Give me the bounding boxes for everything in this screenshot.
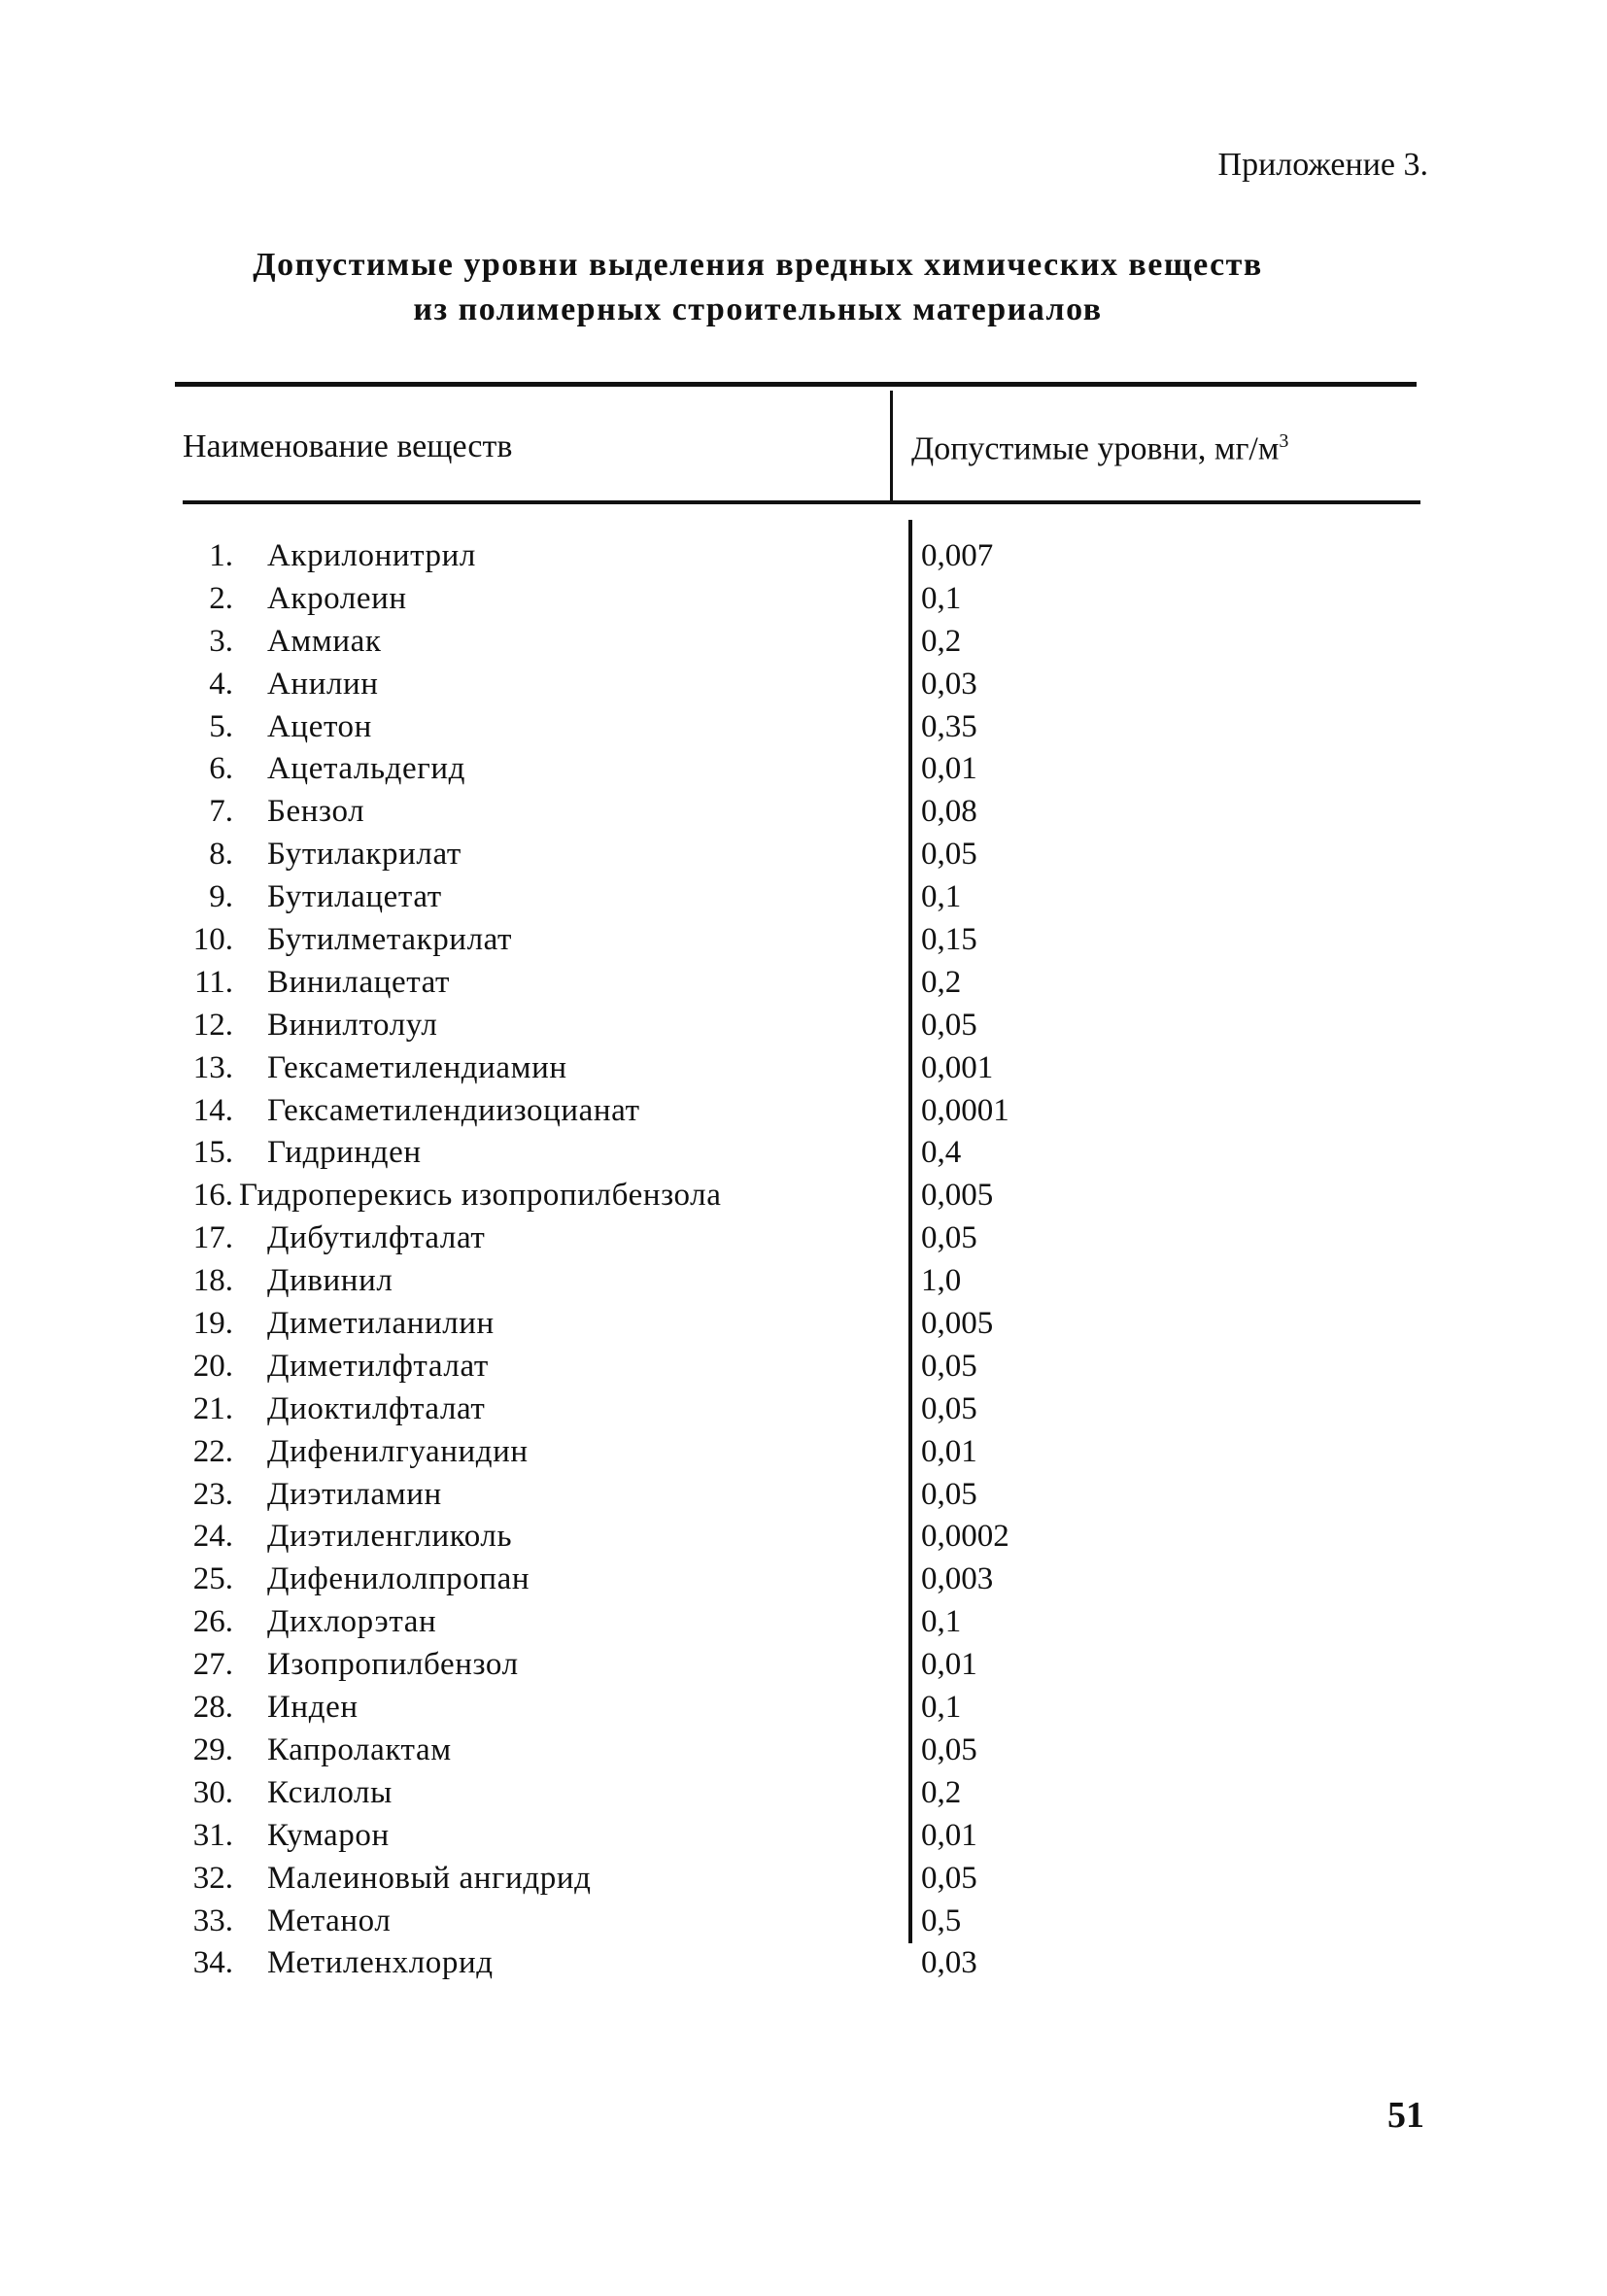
column-header-level-text: Допустимые уровни, мг/м [911, 430, 1280, 467]
row-number: 22. [192, 1433, 233, 1469]
row-number: 21. [192, 1390, 233, 1426]
permissible-level: 0,05 [921, 837, 977, 873]
substance-name: Гексаметилендиизоцианат [267, 1092, 640, 1128]
permissible-level: 0,05 [921, 1007, 977, 1043]
permissible-level: 0,15 [921, 922, 977, 958]
substance-name: Диоктилфталат [267, 1390, 486, 1426]
substance-name: Бензол [267, 794, 365, 830]
row-number: 26. [192, 1604, 233, 1640]
row-number: 29. [192, 1731, 233, 1767]
permissible-level: 0,4 [921, 1135, 962, 1171]
permissible-level: 0,05 [921, 1220, 977, 1256]
row-number: 24. [192, 1519, 233, 1555]
table-row [0, 534, 1607, 577]
table-row [0, 1430, 1607, 1473]
permissible-level: 0,1 [921, 580, 962, 616]
row-number: 23. [192, 1476, 233, 1512]
table-row [0, 620, 1607, 663]
substance-name: Малеиновый ангидрид [267, 1860, 592, 1896]
substance-name: Гидроперекись изопропилбензола [239, 1178, 722, 1214]
row-number: 32. [192, 1860, 233, 1896]
table-row [0, 1814, 1607, 1857]
row-number: 10. [192, 922, 233, 958]
substance-name: Ацетальдегид [267, 751, 466, 787]
row-number: 19. [192, 1306, 233, 1342]
permissible-level: 0,03 [921, 666, 977, 702]
substance-name: Дибутилфталат [267, 1220, 486, 1256]
table-row [0, 1345, 1607, 1388]
row-number: 34. [192, 1945, 233, 1981]
permissible-level: 0,03 [921, 1945, 977, 1981]
substance-name: Диметиланилин [267, 1306, 495, 1342]
substance-name: Ацетон [267, 708, 372, 744]
column-header-level [911, 422, 1288, 468]
table-row [0, 918, 1607, 961]
substance-name: Бутилакрилат [267, 837, 462, 873]
substance-name: Кумарон [267, 1817, 390, 1853]
permissible-level: 0,01 [921, 1433, 977, 1469]
row-number: 20. [192, 1348, 233, 1384]
row-number: 17. [192, 1220, 233, 1256]
row-number: 7. [209, 794, 233, 830]
row-number: 12. [192, 1007, 233, 1043]
substance-name: Бутилацетат [267, 879, 442, 915]
title-line-2: из полимерных строительных материалов [413, 291, 1103, 327]
substance-name: Акролеин [267, 580, 407, 616]
substance-name: Аммиак [267, 623, 382, 659]
substance-name: Анилин [267, 666, 379, 702]
permissible-level: 0,1 [921, 1604, 962, 1640]
substance-name: Диэтиламин [267, 1476, 442, 1512]
permissible-level: 0,05 [921, 1476, 977, 1512]
table-row [0, 1900, 1607, 1942]
row-number: 25. [192, 1561, 233, 1597]
table-row [0, 875, 1607, 918]
row-number: 6. [209, 751, 233, 787]
permissible-level: 0,01 [921, 1647, 977, 1683]
permissible-level: 0,35 [921, 708, 977, 744]
permissible-level: 0,0001 [921, 1092, 1009, 1128]
header-column-divider [890, 391, 893, 501]
table-row [0, 705, 1607, 748]
row-number: 30. [192, 1774, 233, 1810]
permissible-level: 0,005 [921, 1178, 994, 1214]
substance-name: Винилацетат [267, 964, 451, 1000]
table-row [0, 1857, 1607, 1900]
table-row [0, 577, 1607, 620]
row-number: 18. [192, 1263, 233, 1299]
column-header-substance: Наименование веществ [183, 428, 513, 464]
table-row [0, 1302, 1607, 1345]
substance-name: Гидринден [267, 1135, 422, 1171]
document-title [175, 243, 1341, 332]
substance-name: Дивинил [267, 1263, 393, 1299]
table-row [0, 1388, 1607, 1430]
permissible-level: 0,007 [921, 538, 994, 573]
row-number: 14. [192, 1092, 233, 1128]
page-number: 51 [1387, 2095, 1424, 2136]
substance-name: Акрилонитрил [267, 538, 476, 573]
substance-name: Гексаметилендиамин [267, 1049, 567, 1085]
substance-name: Диэтиленгликоль [267, 1519, 513, 1555]
row-number: 13. [192, 1049, 233, 1085]
permissible-level: 0,05 [921, 1731, 977, 1767]
substance-table-body [0, 534, 1607, 1984]
table-row [0, 1259, 1607, 1302]
permissible-level: 0,001 [921, 1049, 994, 1085]
substance-name: Бутилметакрилат [267, 922, 513, 958]
permissible-level: 0,2 [921, 623, 962, 659]
table-row [0, 1131, 1607, 1174]
table-row [0, 1046, 1607, 1089]
substance-name: Винилтолул [267, 1007, 438, 1043]
table-row [0, 1515, 1607, 1558]
table-row [0, 1686, 1607, 1729]
table-row [0, 663, 1607, 705]
table-row [0, 1643, 1607, 1686]
permissible-level: 0,01 [921, 751, 977, 787]
row-number: 31. [192, 1817, 233, 1853]
row-number: 15. [192, 1135, 233, 1171]
table-row [0, 1217, 1607, 1259]
row-number: 8. [209, 837, 233, 873]
substance-name: Ксилолы [267, 1774, 393, 1810]
row-number: 27. [192, 1647, 233, 1683]
row-number: 4. [209, 666, 233, 702]
table-row [0, 833, 1607, 875]
table-row [0, 1729, 1607, 1771]
row-number: 11. [193, 964, 233, 1000]
substance-name: Диметилфталат [267, 1348, 489, 1384]
table-row [0, 1004, 1607, 1046]
appendix-label: Приложение 3. [1217, 147, 1428, 183]
row-number: 28. [192, 1690, 233, 1726]
permissible-level: 0,08 [921, 794, 977, 830]
substance-name: Изопропилбензол [267, 1647, 519, 1683]
table-row [0, 1941, 1607, 1984]
table-row [0, 1473, 1607, 1516]
table-row [0, 961, 1607, 1004]
row-number: 16. [192, 1178, 233, 1214]
permissible-level: 0,05 [921, 1348, 977, 1384]
permissible-level: 0,2 [921, 1774, 962, 1810]
permissible-level: 1,0 [921, 1263, 962, 1299]
permissible-level: 0,05 [921, 1860, 977, 1896]
table-row [0, 1558, 1607, 1600]
permissible-level: 0,1 [921, 879, 962, 915]
table-row [0, 1771, 1607, 1814]
title-line-1: Допустимые уровни выделения вредных химических веществ [253, 247, 1263, 283]
permissible-level: 0,05 [921, 1390, 977, 1426]
row-number: 5. [209, 708, 233, 744]
substance-name: Дифенилолпропан [267, 1561, 530, 1597]
row-number: 1. [209, 538, 233, 573]
row-number: 3. [209, 623, 233, 659]
table-header-rule [183, 500, 1420, 504]
row-number: 9. [209, 879, 233, 915]
permissible-level: 0,003 [921, 1561, 994, 1597]
substance-name: Инден [267, 1690, 359, 1726]
table-top-rule [175, 382, 1417, 387]
permissible-level: 0,01 [921, 1817, 977, 1853]
substance-name: Дифенилгуанидин [267, 1433, 529, 1469]
row-number: 2. [209, 580, 233, 616]
table-row [0, 1600, 1607, 1643]
table-row [0, 747, 1607, 790]
permissible-level: 0,5 [921, 1902, 962, 1938]
substance-name: Дихлорэтан [267, 1604, 437, 1640]
unit-superscript: 3 [1279, 430, 1289, 452]
table-row [0, 1089, 1607, 1132]
table-row [0, 790, 1607, 833]
substance-name: Капролактам [267, 1731, 452, 1767]
row-number: 33. [192, 1902, 233, 1938]
permissible-level: 0,2 [921, 964, 962, 1000]
permissible-level: 0,0002 [921, 1519, 1009, 1555]
permissible-level: 0,005 [921, 1306, 994, 1342]
substance-name: Метанол [267, 1902, 392, 1938]
permissible-level: 0,1 [921, 1690, 962, 1726]
substance-name: Метиленхлорид [267, 1945, 494, 1981]
table-row [0, 1174, 1607, 1217]
